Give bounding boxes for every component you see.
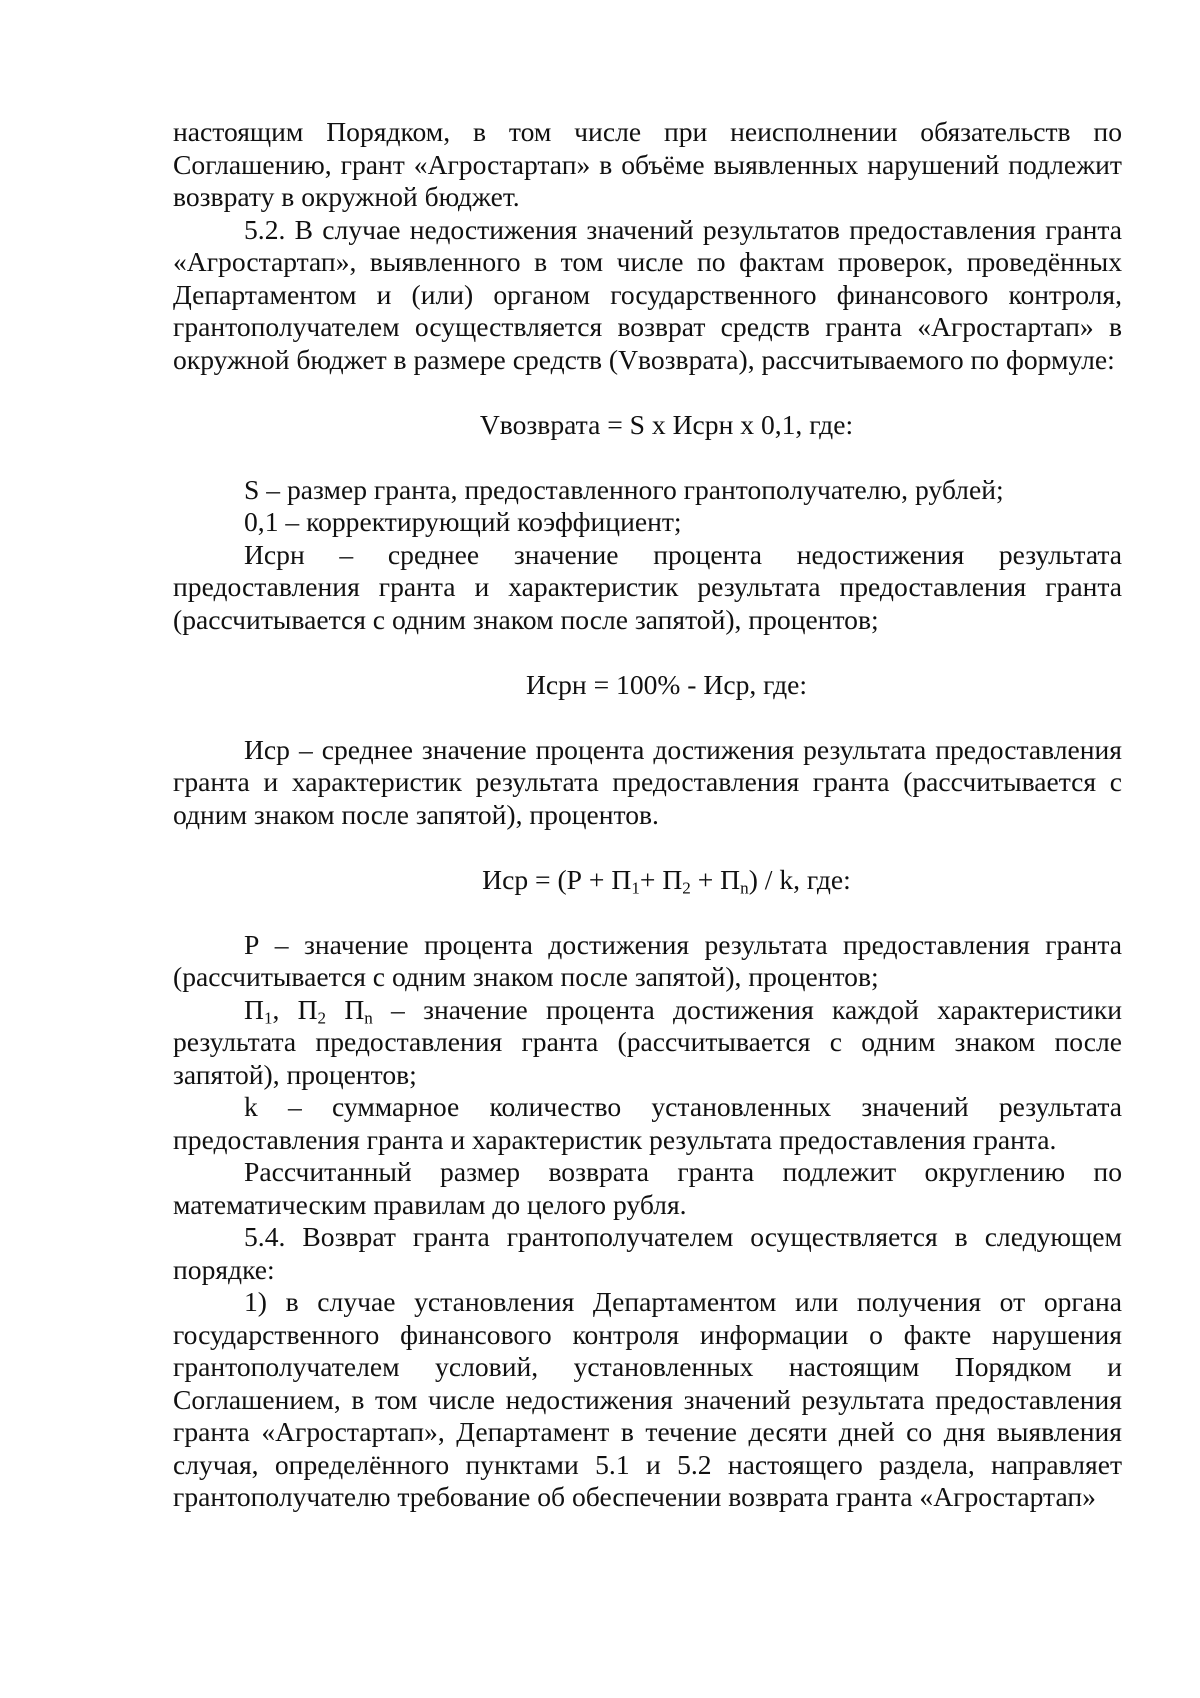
paragraph-5-2: 5.2. В случае недостижения значений результатов предоставления гранта «Агростартап», выявленного в том числе по фактам проверок, проведённых Департаментом и (или) органом государственного финансового контроля, грантополучателем осуществляется возврат средств гранта «Агростартап» в окружной бюджет в размере средств (Vвозврата), рассчитываемого по формуле: [173,213,1122,375]
formula-isr: Иср = $(Р + П_1+ П_2 + П_n) / k$, где: [482,863,851,897]
paragraph-rounding: Рассчитанный размер возврата гранта подлежит округлению по математическим правилам до целого рубля. [173,1156,1122,1220]
definition-s: S – размер гранта, предоставленного грантополучателю, рублей; [244,473,1004,505]
definition-p-indices: $П_1$, $П_2$ $П_n$ – значение процента достижения каждой характеристики результата предоставления гранта (рассчитывается с одним знаком после запятой), процентов; [173,993,1122,1090]
paragraph-continuation: настоящим Порядком, в том числе при неисполнении обязательств по Соглашению, грант «Агростартап» в объёме выявленных нарушений подлежит возврату в окружной бюджет. [173,116,1122,212]
definition-k: k – суммарное количество установленных значений результата предоставления гранта и характеристик результата предоставления гранта. [173,1091,1122,1155]
paragraph-5-4: 5.4. Возврат гранта грантополучателем осуществляется в следующем порядке: [173,1221,1122,1285]
definition-isrn: Исрн – среднее значение процента недостижения результата предоставления гранта и характеристик результата предоставления гранта (рассчитывается с одним знаком после запятой), процентов; [173,538,1122,635]
document-page [173,116,1122,1514]
definition-isr: Иср – среднее значение процента достижения результата предоставления гранта и характеристик результата предоставления гранта (рассчитывается с одним знаком после запятой), процентов. [173,733,1122,830]
definition-coefficient: 0,1 – корректирующий коэффициент; [244,506,682,537]
formula-vvozvrata: Vвозврата = S x Исрн x 0,1, где: [479,408,854,440]
definition-p: Р – значение процента достижения результата предоставления гранта (рассчитывается с одним знаком после запятой), процентов; [173,928,1122,992]
formula-isrn: Исрн = 100% - Иср, где: [525,668,808,700]
paragraph-item-1: 1) в случае установления Департаментом или получения от органа государственного финансового контроля информации о факте нарушения грантополучателем условий, установленных настоящим Порядком и Соглашением, в том числе недостижения значений результата предоставления гранта «Агростартап», Департамент в течение десяти дней со дня выявления случая, определённого пунктами 5.1 и 5.2 настоящего раздела, направляет грантополучателю требование об обеспечении возврата гранта «Агростартап» [173,1286,1122,1512]
